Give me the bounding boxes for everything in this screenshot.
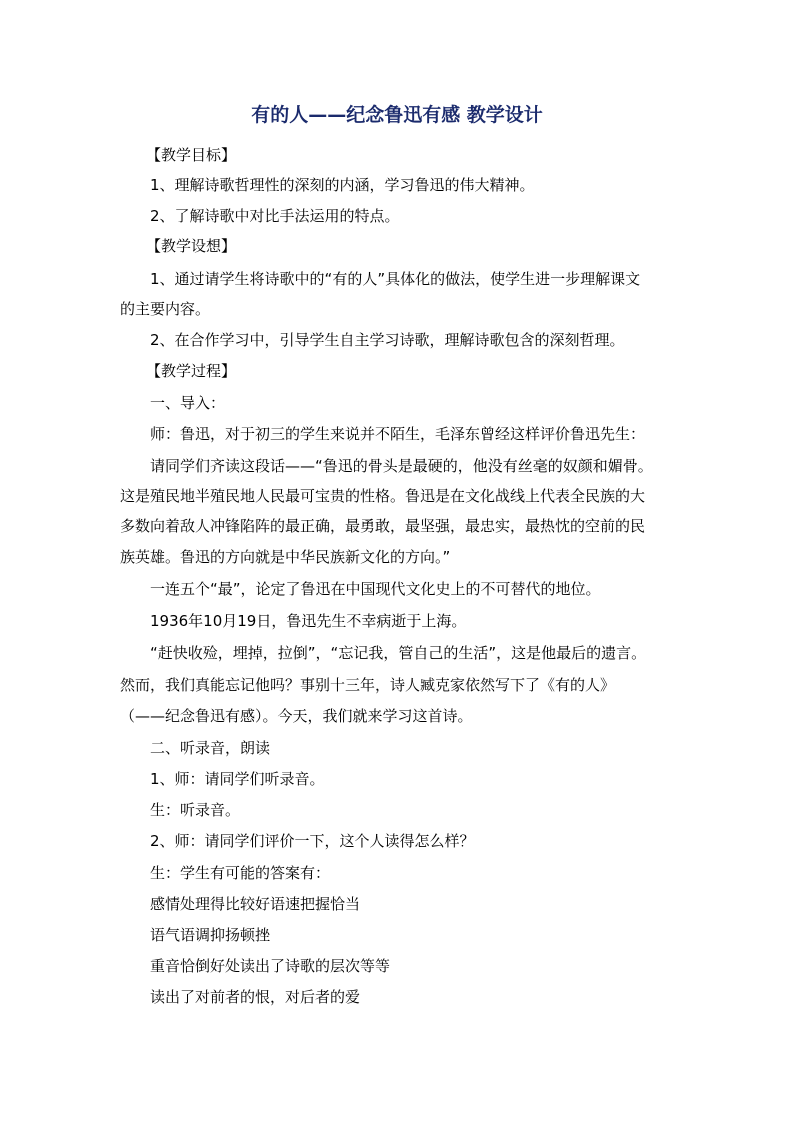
paragraph-line: 读出了对前者的恨，对后者的爱 bbox=[150, 988, 361, 1006]
section-heading-objectives: 【教学目标】 bbox=[146, 146, 237, 164]
paragraph-line: 感情处理得比较好语速把握恰当 bbox=[150, 895, 361, 913]
paragraph-line: 生：听录音。 bbox=[150, 801, 241, 819]
paragraph-line: 1、理解诗歌哲理性的深刻的内涵，学习鲁迅的伟大精神。 bbox=[150, 176, 535, 194]
paragraph-line: 1、通过请学生将诗歌中的“有的人”具体化的做法，使学生进一步理解课文 bbox=[150, 270, 641, 288]
document-title: 有的人——纪念鲁迅有感 教学设计 bbox=[251, 104, 543, 126]
paragraph-line: 2、在合作学习中，引导学生自主学习诗歌，理解诗歌包含的深刻哲理。 bbox=[150, 331, 625, 349]
paragraph-line: 然而，我们真能忘记他吗？事别十三年，诗人臧克家依然写下了《有的人》 bbox=[120, 676, 616, 694]
paragraph-line: 2、了解诗歌中对比手法运用的特点。 bbox=[150, 207, 400, 225]
paragraph-line: 1、师：请同学们听录音。 bbox=[150, 770, 325, 788]
paragraph-line: “赶快收殓，埋掉，拉倒”，“忘记我，管自己的生活”，这是他最后的遗言。 bbox=[150, 644, 647, 662]
paragraph-line: 2、师：请同学们评价一下，这个人读得怎么样？ bbox=[150, 832, 475, 850]
section-heading-design: 【教学设想】 bbox=[146, 237, 237, 255]
paragraph-line: 多数向着敌人冲锋陷阵的最正确，最勇敢，最坚强，最忠实，最热忱的空前的民 bbox=[120, 517, 646, 535]
subheading-listening: 二、听录音，朗读 bbox=[150, 739, 271, 757]
paragraph-line: 一连五个“最”，论定了鲁迅在中国现代文化史上的不可替代的地位。 bbox=[150, 580, 601, 598]
paragraph-line: 语气语调抑扬顿挫 bbox=[150, 926, 271, 944]
paragraph-line: 族英雄。鲁迅的方向就是中华民族新文化的方向。” bbox=[120, 548, 451, 566]
paragraph-line: 的主要内容。 bbox=[120, 300, 211, 318]
subheading-intro: 一、导入： bbox=[150, 394, 226, 412]
paragraph-line: 请同学们齐读这段话——“鲁迅的骨头是最硬的，他没有丝毫的奴颜和媚骨。 bbox=[150, 457, 653, 475]
paragraph-line: （——纪念鲁迅有感）。今天，我们就来学习这首诗。 bbox=[120, 707, 473, 725]
paragraph-line: 重音恰倒好处读出了诗歌的层次等等 bbox=[150, 957, 391, 975]
paragraph-line: 这是殖民地半殖民地人民最可宝贵的性格。鲁迅是在文化战线上代表全民族的大 bbox=[120, 487, 646, 505]
section-heading-process: 【教学过程】 bbox=[146, 362, 237, 380]
paragraph-line: 生：学生有可能的答案有： bbox=[150, 864, 331, 882]
paragraph-line: 1936年10月19日，鲁迅先生不幸病逝于上海。 bbox=[150, 612, 467, 630]
paragraph-line: 师：鲁迅，对于初三的学生来说并不陌生，毛泽东曾经这样评价鲁迅先生： bbox=[150, 425, 646, 443]
